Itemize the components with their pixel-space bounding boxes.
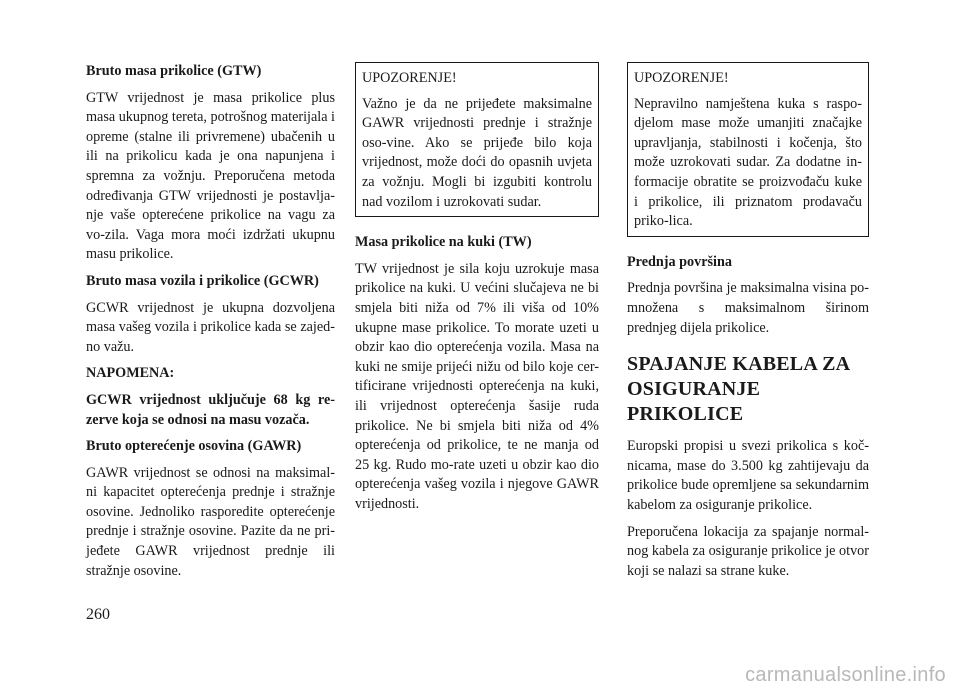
warning-box-hitch (627, 62, 869, 237)
column-left (86, 62, 335, 588)
watermark: carmanualsonline.info (745, 664, 946, 686)
column-right (627, 62, 869, 588)
section-title (627, 352, 869, 427)
heading-front-area: Prednja površina (627, 253, 732, 270)
warning-title: UPOZORENJE! (634, 70, 729, 86)
heading-gtw: Bruto masa prikolice (GTW) (86, 63, 262, 79)
note-text: GCWR vrijednost uključuje 68 kg re-zerve koja se odnosi na masu vozača. (86, 391, 335, 428)
section-title-line1: SPAJANJE KABELA ZA (627, 353, 851, 376)
heading-gawr: Bruto opterećenje osovina (GAWR) (86, 438, 302, 455)
page-number: 260 (86, 606, 110, 623)
column-middle (355, 62, 599, 521)
paragraph-regulations: Europski propisi u svezi prikolica s koč-nicama, mase do 3.500 kg zahtijevaju da prikolice bude opremljene sa sekundarnim kabelom za osiguranje prikolice. (627, 438, 869, 513)
note-label: NAPOMENA: (86, 365, 175, 382)
paragraph-gcwr: GCWR vrijednost je ukupna dozvoljena masa vašeg vozila i prikolice kada se zajed-no važu. (86, 299, 335, 355)
heading-tw: Masa prikolice na kuki (TW) (355, 234, 532, 251)
section-title-line2: OSIGURANJE PRIKOLICE (627, 378, 761, 426)
paragraph-tw: TW vrijednost je sila koju uzrokuje masa prikolice na kuki. U većini slučajeva ne bi smjela biti niža od 7% ili viša od 10% ukupne mase prikolice. To morate uzeti u obzir kao dio opterećenja vozila. Masa na kuki ne smije prijeći nižu od bilo koje cer-tificirane vrijednosti opterećenja na kuki, ili vrijednost opterećenja šasije ruda prikolice. Ne bi smjela biti niža od 4% opterećenja od prikolice, te ne manja od 25 kg. Rudo mo-rate uzeti u obzir kao dio opterećenja vašeg vozila i njegove GAWR vrijednosti. (355, 260, 599, 512)
warning-text: Nepravilno namještena kuka s raspo-djelom mase može umanjiti značajke upravljanja, stabilnosti i kočenja, što može uzrokovati sudar. Za dodatne in-formacije obratite se proizvođaču kuke i prikolice, ili priznatom prodavaču priko-lica. (634, 95, 862, 230)
paragraph-gtw: GTW vrijednost je masa prikolice plus masa ukupnog tereta, potrošnog materijala i opreme (stalne ili privremene) ubačenih u ili na prikolicu kada je ona napunjena i spremna za vožnju. Preporučena metoda određivanja GTW vrijednosti je postavlja-nje vaše opterećene prikolice na vagu za vo-zila. Vaga mora moći izdržati ukupnu masu prikolice. (86, 89, 335, 263)
paragraph-gawr: GAWR vrijednost se odnosi na maksimal-ni kapacitet opterećenja prednje i stražnje osovine. Jednoliko rasporedite opterećenje prednje i stražnje osovine. Pazite da ne pri-jeđete GAWR vrijednost prednje ili stražnje osovine. (86, 464, 335, 579)
warning-title: UPOZORENJE! (362, 70, 457, 86)
heading-gcwr: Bruto masa vozila i prikolice (GCWR) (86, 272, 319, 289)
paragraph-location: Preporučena lokacija za spajanje normal-nog kabela za osiguranje prikolice je otvor koji se nalazi sa strane kuke. (627, 523, 869, 579)
warning-box-gawr (355, 62, 599, 217)
paragraph-front-area: Prednja površina je maksimalna visina po-množena s maksimalnom širinom prednjeg dijela prikolice. (627, 280, 869, 336)
warning-text: Važno je da ne prijeđete maksimalne GAWR vrijednosti prednje i stražnje oso-vine. Ako se prijeđe bilo koja vrijednost, može doći do opasnih uvjeta za vožnju. Mogli bi izgubiti kontrolu nad vozilom i uzrokovati sudar. (362, 95, 592, 210)
